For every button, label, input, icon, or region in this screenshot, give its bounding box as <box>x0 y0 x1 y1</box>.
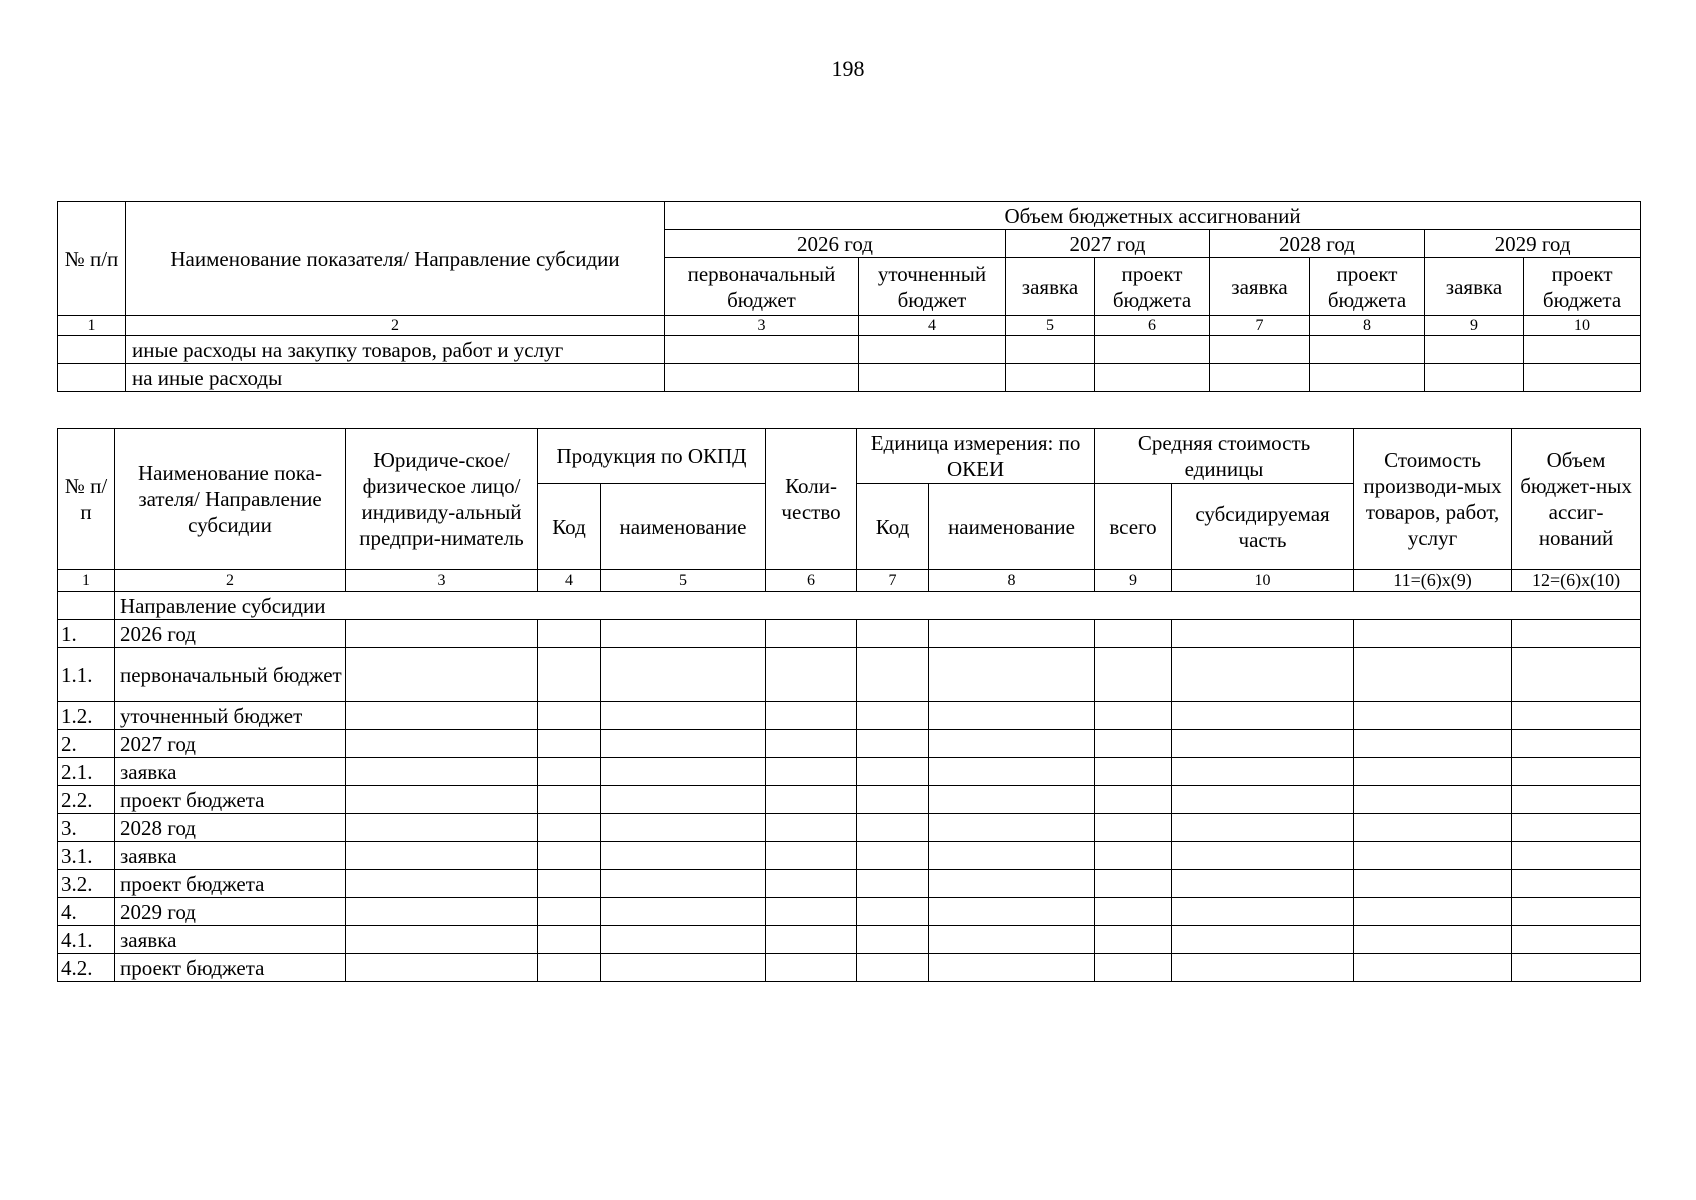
cell[interactable] <box>538 842 601 870</box>
cell[interactable] <box>601 954 766 982</box>
cell[interactable] <box>58 336 126 364</box>
table-row <box>58 870 1641 898</box>
column-number: 12=(6)х(10) <box>1512 570 1641 592</box>
cell[interactable] <box>601 926 766 954</box>
row-number: 2. <box>58 730 115 758</box>
row-number: 2.2. <box>58 786 115 814</box>
header-year-2026: 2026 год <box>665 230 1006 258</box>
cell[interactable] <box>857 926 929 954</box>
cell[interactable] <box>1310 336 1425 364</box>
row-number: 4. <box>58 898 115 926</box>
column-number: 5 <box>1006 316 1095 336</box>
row-number: 3.2. <box>58 870 115 898</box>
cell[interactable] <box>346 954 538 982</box>
cell[interactable] <box>1512 730 1641 758</box>
column-number: 1 <box>58 316 126 336</box>
cell[interactable] <box>929 926 1095 954</box>
cell[interactable] <box>1512 898 1641 926</box>
cell[interactable] <box>538 758 601 786</box>
column-number: 7 <box>857 570 929 592</box>
cell[interactable] <box>1095 758 1172 786</box>
row-label: 2028 год <box>115 814 346 842</box>
table-row <box>58 702 1641 730</box>
cell[interactable] <box>1095 898 1172 926</box>
cell[interactable] <box>346 702 538 730</box>
row-label: заявка <box>115 758 346 786</box>
row-label: 2027 год <box>115 730 346 758</box>
table-row <box>58 786 1641 814</box>
cell[interactable] <box>1095 814 1172 842</box>
column-number: 5 <box>601 570 766 592</box>
page-number: 198 <box>831 56 865 81</box>
cell[interactable] <box>929 730 1095 758</box>
row-label: заявка <box>115 926 346 954</box>
subsidy-details-table <box>57 428 1641 982</box>
cell[interactable] <box>601 842 766 870</box>
column-number: 8 <box>1310 316 1425 336</box>
row-label: первоначальный бюджет <box>115 648 346 702</box>
cell[interactable] <box>601 786 766 814</box>
cell[interactable] <box>538 926 601 954</box>
row-label: проект бюджета <box>115 954 346 982</box>
column-number: 10 <box>1524 316 1641 336</box>
cell[interactable] <box>1172 898 1354 926</box>
cell[interactable] <box>1425 336 1524 364</box>
row-label: иные расходы на закупку товаров, работ и услуг <box>126 336 665 364</box>
cell[interactable] <box>1095 620 1172 648</box>
header-year-2029: 2029 год <box>1425 230 1641 258</box>
row-label: 2026 год <box>115 620 346 648</box>
cell[interactable] <box>1095 842 1172 870</box>
row-number: 2.1. <box>58 758 115 786</box>
cell[interactable] <box>1095 364 1210 392</box>
cell[interactable] <box>857 786 929 814</box>
cell[interactable] <box>58 364 126 392</box>
column-number: 2 <box>126 316 665 336</box>
cell[interactable] <box>346 620 538 648</box>
cell[interactable] <box>601 898 766 926</box>
cell[interactable] <box>1095 786 1172 814</box>
header-sub: уточненный бюджет <box>859 258 1006 316</box>
table-row <box>58 758 1641 786</box>
cell[interactable] <box>1172 926 1354 954</box>
cell[interactable] <box>766 814 857 842</box>
cell[interactable] <box>929 954 1095 982</box>
table-row <box>58 620 1641 648</box>
header-volume: Объем бюджет-ных ассиг-нований <box>1512 429 1641 570</box>
header-legal-entity: Юридиче-ское/физическое лицо/ индивиду-альный предпри-ниматель <box>346 429 538 570</box>
cell[interactable] <box>766 842 857 870</box>
header-avg-cost: Средняя стоимость единицы <box>1095 429 1354 484</box>
cell[interactable] <box>1512 702 1641 730</box>
cell[interactable] <box>1512 620 1641 648</box>
cell[interactable] <box>857 898 929 926</box>
cell[interactable] <box>1425 364 1524 392</box>
cell[interactable] <box>601 648 766 702</box>
cell[interactable] <box>346 814 538 842</box>
cell[interactable] <box>929 786 1095 814</box>
cell[interactable] <box>1095 648 1172 702</box>
header-year-2027: 2027 год <box>1006 230 1210 258</box>
header-sub: проект бюджета <box>1524 258 1641 316</box>
header-okei: Единица измерения: по ОКЕИ <box>857 429 1095 484</box>
cell[interactable] <box>665 364 859 392</box>
cell[interactable] <box>538 648 601 702</box>
table-row <box>58 364 1641 392</box>
column-number: 8 <box>929 570 1095 592</box>
cell[interactable] <box>601 620 766 648</box>
cell[interactable] <box>1512 870 1641 898</box>
column-number: 6 <box>1095 316 1210 336</box>
column-number: 7 <box>1210 316 1310 336</box>
header-cost: Стоимость производи-мых товаров, работ, услуг <box>1354 429 1512 570</box>
cell[interactable] <box>766 620 857 648</box>
cell[interactable] <box>1512 842 1641 870</box>
header-quantity: Коли-чество <box>766 429 857 570</box>
cell[interactable] <box>601 702 766 730</box>
header-year-2028: 2028 год <box>1210 230 1425 258</box>
header-okpd: Продукция по ОКПД <box>538 429 766 484</box>
cell[interactable] <box>766 898 857 926</box>
header-sub: заявка <box>1006 258 1095 316</box>
row-number: 1.1. <box>58 648 115 702</box>
cell[interactable] <box>1006 364 1095 392</box>
cell[interactable] <box>766 758 857 786</box>
header-sub: заявка <box>1425 258 1524 316</box>
cell[interactable] <box>1172 702 1354 730</box>
column-number: 6 <box>766 570 857 592</box>
cell[interactable] <box>766 870 857 898</box>
cell[interactable] <box>766 730 857 758</box>
cell[interactable] <box>1210 336 1310 364</box>
table-row <box>58 926 1641 954</box>
cell[interactable] <box>1095 954 1172 982</box>
row-label: проект бюджета <box>115 786 346 814</box>
header-okpd-code: Код <box>538 484 601 570</box>
cell[interactable] <box>1512 786 1641 814</box>
cell[interactable] <box>1172 814 1354 842</box>
cell[interactable] <box>1354 648 1512 702</box>
direction-row <box>58 592 1641 620</box>
cell[interactable] <box>1354 954 1512 982</box>
column-number: 4 <box>859 316 1006 336</box>
table-row <box>58 648 1641 702</box>
row-number: 3.1. <box>58 842 115 870</box>
cell[interactable] <box>1512 758 1641 786</box>
cell[interactable] <box>601 870 766 898</box>
cell[interactable] <box>346 786 538 814</box>
cell[interactable] <box>1354 730 1512 758</box>
cell[interactable] <box>1172 870 1354 898</box>
row-number: 4.1. <box>58 926 115 954</box>
row-label: 2029 год <box>115 898 346 926</box>
cell[interactable] <box>665 336 859 364</box>
cell[interactable] <box>766 954 857 982</box>
cell[interactable] <box>1354 926 1512 954</box>
header-avg-subsidized: субсидируемая часть <box>1172 484 1354 570</box>
cell[interactable] <box>1512 814 1641 842</box>
cell[interactable] <box>601 730 766 758</box>
header-avg-total: всего <box>1095 484 1172 570</box>
cell[interactable] <box>601 814 766 842</box>
cell[interactable] <box>929 758 1095 786</box>
cell[interactable] <box>1512 954 1641 982</box>
cell[interactable] <box>1524 364 1641 392</box>
cell[interactable] <box>346 730 538 758</box>
column-number: 11=(6)х(9) <box>1354 570 1512 592</box>
column-number: 1 <box>58 570 115 592</box>
column-number: 2 <box>115 570 346 592</box>
cell[interactable] <box>346 898 538 926</box>
header-okei-name: наименование <box>929 484 1095 570</box>
header-no: № п/п <box>58 202 126 316</box>
cell[interactable] <box>1524 336 1641 364</box>
cell[interactable] <box>1354 870 1512 898</box>
cell[interactable] <box>1095 702 1172 730</box>
cell[interactable] <box>1354 814 1512 842</box>
cell[interactable] <box>1172 648 1354 702</box>
cell[interactable] <box>601 758 766 786</box>
cell[interactable] <box>538 620 601 648</box>
cell[interactable] <box>346 870 538 898</box>
cell[interactable] <box>346 758 538 786</box>
cell[interactable] <box>1512 926 1641 954</box>
cell[interactable] <box>1172 842 1354 870</box>
cell[interactable] <box>857 648 929 702</box>
row-label: уточненный бюджет <box>115 702 346 730</box>
table-row <box>58 336 1641 364</box>
cell[interactable] <box>1095 730 1172 758</box>
header-no: № п/п <box>58 429 115 570</box>
cell[interactable] <box>1310 364 1425 392</box>
cell[interactable] <box>346 648 538 702</box>
cell[interactable] <box>1354 898 1512 926</box>
cell[interactable] <box>1210 364 1310 392</box>
header-sub: проект бюджета <box>1310 258 1425 316</box>
column-number: 9 <box>1425 316 1524 336</box>
cell[interactable] <box>1172 730 1354 758</box>
cell[interactable] <box>1354 702 1512 730</box>
cell[interactable] <box>538 954 601 982</box>
cell[interactable] <box>857 870 929 898</box>
row-number: 1. <box>58 620 115 648</box>
cell[interactable] <box>1354 758 1512 786</box>
header-sub: проект бюджета <box>1095 258 1210 316</box>
cell[interactable] <box>857 702 929 730</box>
cell[interactable] <box>346 926 538 954</box>
cell[interactable] <box>538 814 601 842</box>
column-number: 10 <box>1172 570 1354 592</box>
column-number: 3 <box>346 570 538 592</box>
direction-label: Направление субсидии <box>115 592 1641 620</box>
cell[interactable] <box>538 702 601 730</box>
cell[interactable] <box>766 786 857 814</box>
column-number: 9 <box>1095 570 1172 592</box>
row-label: проект бюджета <box>115 870 346 898</box>
table-row <box>58 842 1641 870</box>
cell[interactable] <box>929 870 1095 898</box>
cell[interactable] <box>538 898 601 926</box>
cell[interactable] <box>1172 620 1354 648</box>
cell[interactable] <box>1354 786 1512 814</box>
cell[interactable] <box>859 336 1006 364</box>
row-number: 3. <box>58 814 115 842</box>
header-sub: заявка <box>1210 258 1310 316</box>
table-row <box>58 814 1641 842</box>
cell <box>58 592 115 620</box>
cell[interactable] <box>1354 842 1512 870</box>
cell[interactable] <box>857 842 929 870</box>
header-sub: первоначальный бюджет <box>665 258 859 316</box>
cell[interactable] <box>857 620 929 648</box>
cell[interactable] <box>857 758 929 786</box>
header-name: Наименование пока-зателя/ Направление субсидии <box>115 429 346 570</box>
cell[interactable] <box>857 730 929 758</box>
table-row <box>58 954 1641 982</box>
cell[interactable] <box>1006 336 1095 364</box>
cell[interactable] <box>929 648 1095 702</box>
header-okpd-name: наименование <box>601 484 766 570</box>
cell[interactable] <box>1095 870 1172 898</box>
cell[interactable] <box>1172 954 1354 982</box>
budget-allocation-table <box>57 201 1641 392</box>
table-row <box>58 898 1641 926</box>
column-number: 3 <box>665 316 859 336</box>
cell[interactable] <box>859 364 1006 392</box>
cell[interactable] <box>929 814 1095 842</box>
header-name: Наименование показателя/ Направление субсидии <box>126 202 665 316</box>
cell[interactable] <box>766 702 857 730</box>
column-number: 4 <box>538 570 601 592</box>
header-okei-code: Код <box>857 484 929 570</box>
table-row <box>58 730 1641 758</box>
header-budget-volume: Объем бюджетных ассигнований <box>665 202 1641 230</box>
cell[interactable] <box>1095 336 1210 364</box>
cell[interactable] <box>1354 620 1512 648</box>
cell[interactable] <box>538 786 601 814</box>
cell[interactable] <box>857 954 929 982</box>
cell[interactable] <box>766 926 857 954</box>
cell[interactable] <box>857 814 929 842</box>
cell[interactable] <box>929 702 1095 730</box>
row-label: на иные расходы <box>126 364 665 392</box>
cell[interactable] <box>538 730 601 758</box>
cell[interactable] <box>1172 786 1354 814</box>
cell[interactable] <box>1172 758 1354 786</box>
row-number: 4.2. <box>58 954 115 982</box>
cell[interactable] <box>929 620 1095 648</box>
cell[interactable] <box>538 870 601 898</box>
cell[interactable] <box>346 842 538 870</box>
row-label: заявка <box>115 842 346 870</box>
cell[interactable] <box>929 842 1095 870</box>
cell[interactable] <box>929 898 1095 926</box>
cell[interactable] <box>766 648 857 702</box>
row-number: 1.2. <box>58 702 115 730</box>
cell[interactable] <box>1095 926 1172 954</box>
cell[interactable] <box>1512 648 1641 702</box>
